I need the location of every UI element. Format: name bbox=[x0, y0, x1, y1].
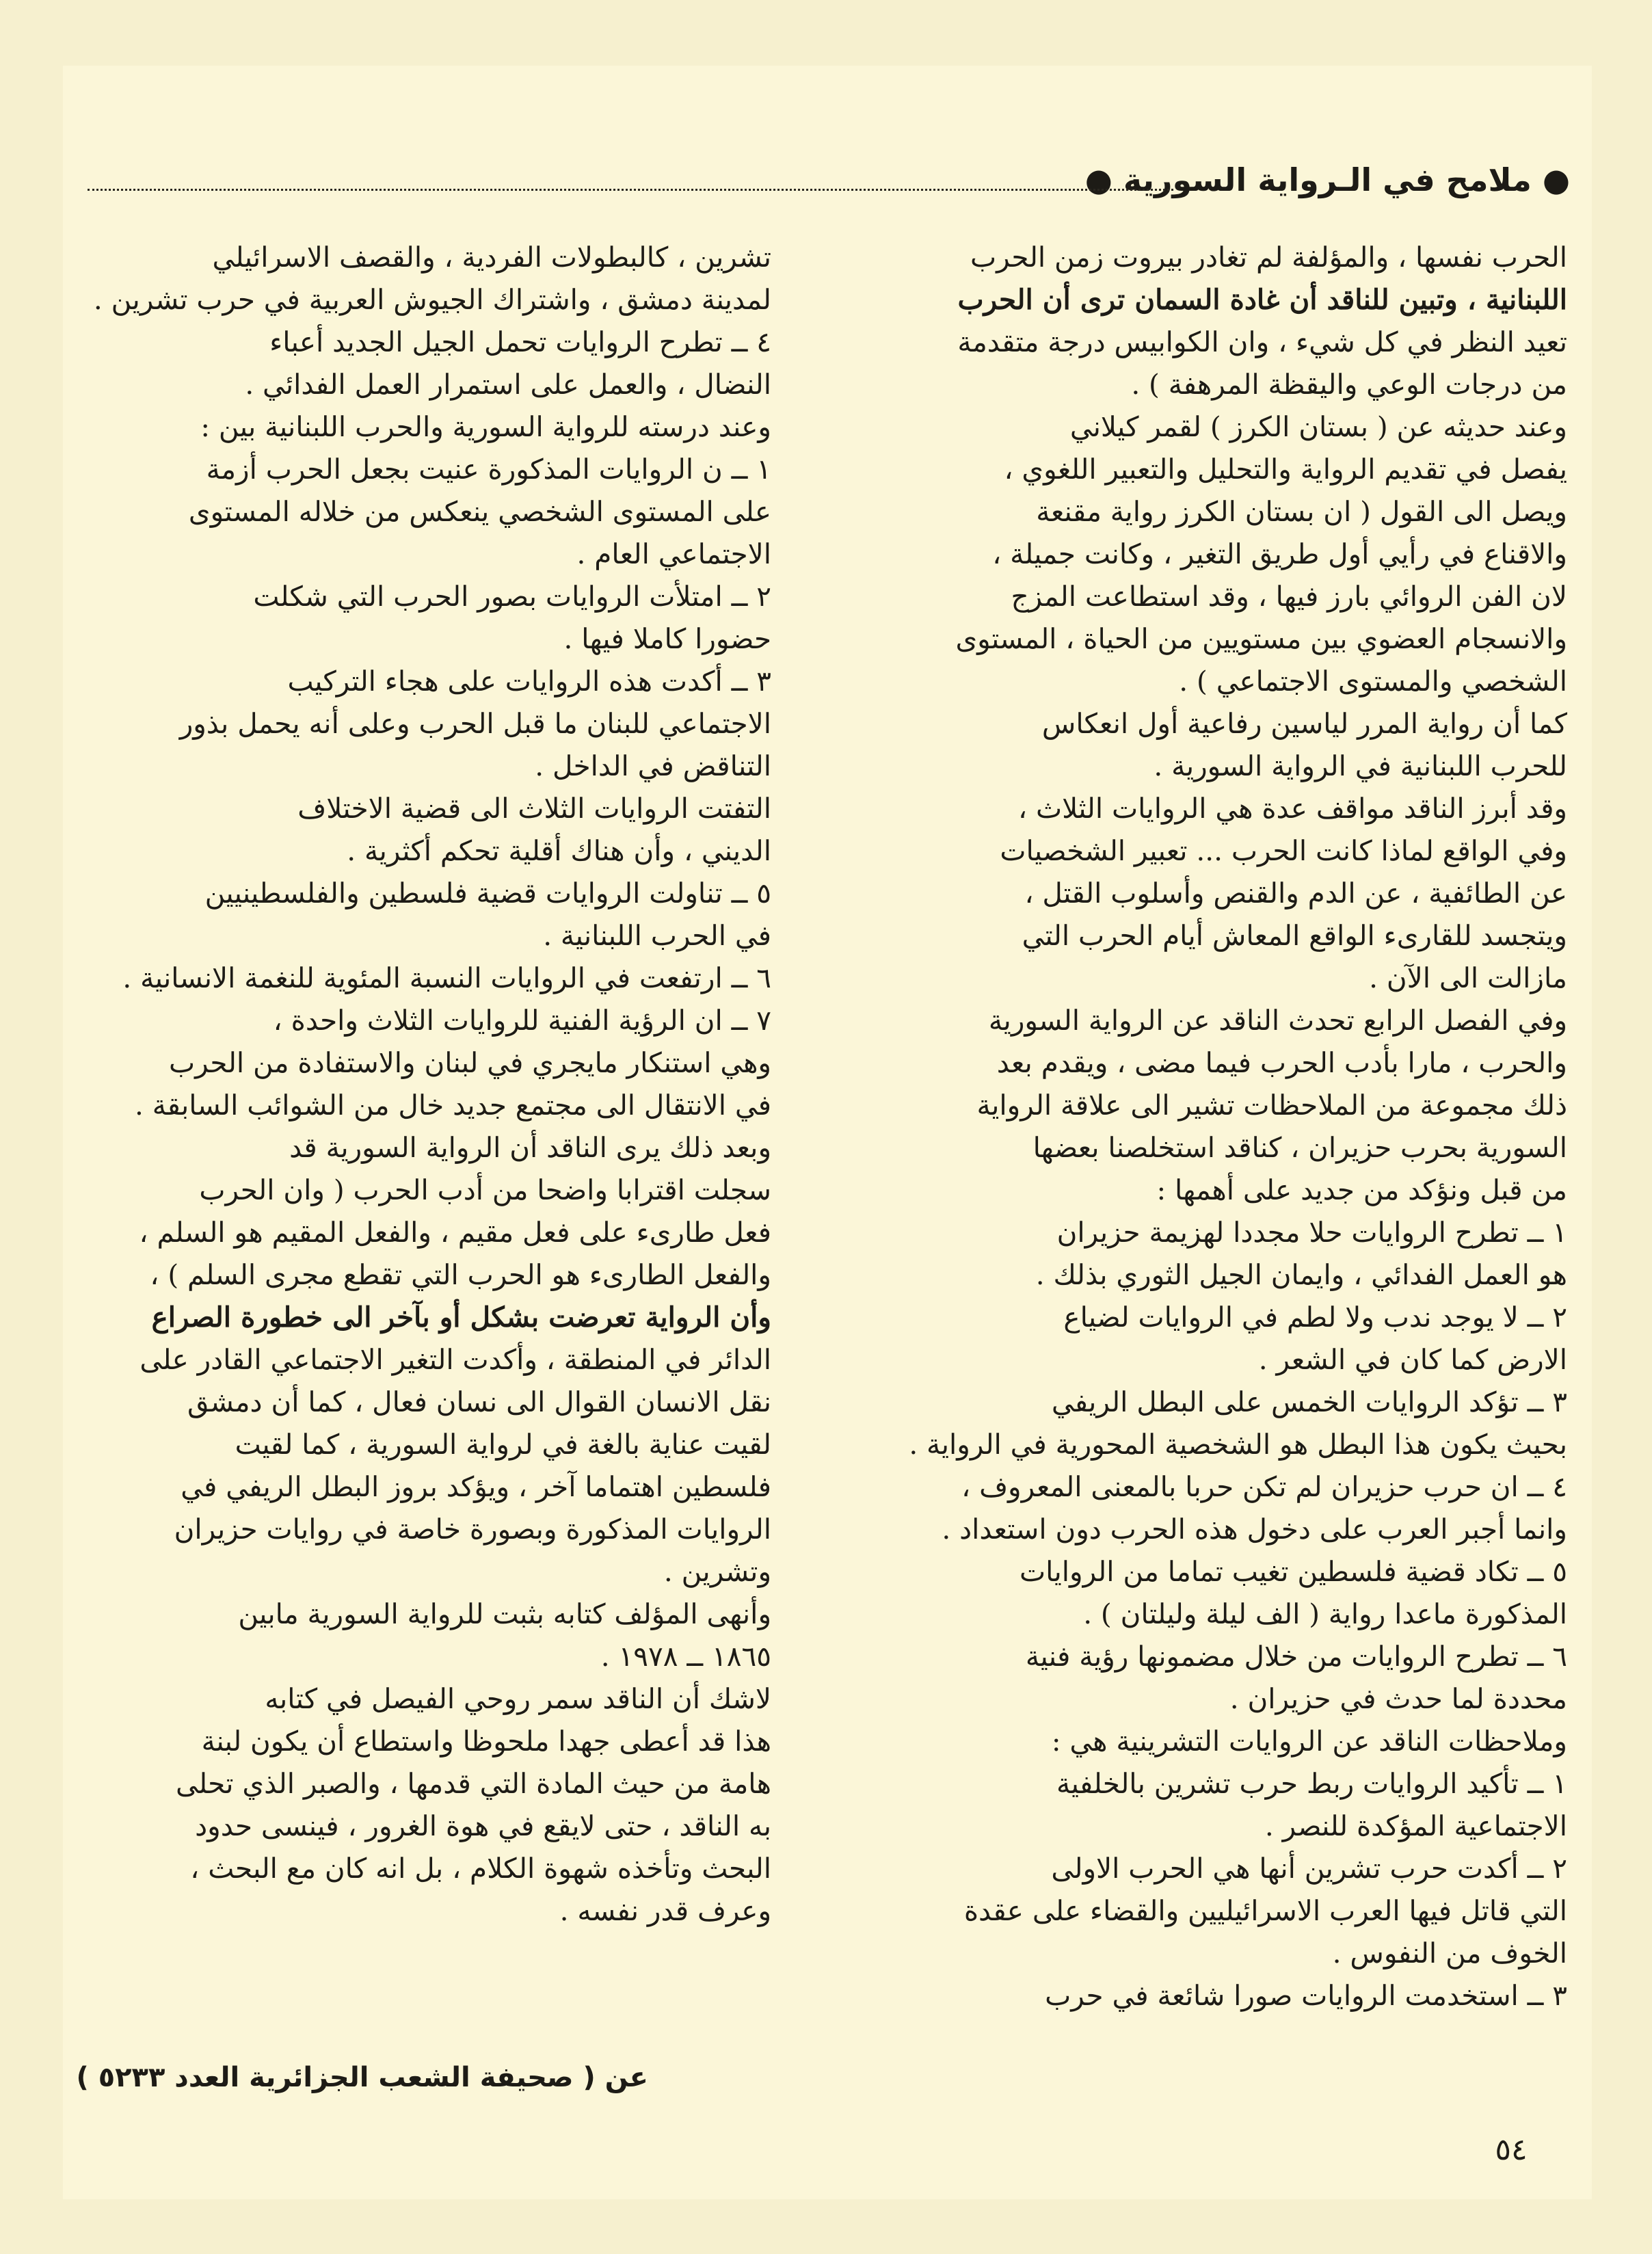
text-line: به الناقد ، حتى لايقع في هوة الغرور ، فينسى حدود bbox=[195, 1809, 771, 1842]
text-line: في الحرب اللبنانية . bbox=[543, 919, 771, 952]
text-line: الدائر في المنطقة ، وأكدت التغير الاجتماعي القادر على bbox=[139, 1343, 771, 1376]
text-line: المذكورة ماعدا رواية ( الف ليلة وليلتان ) . bbox=[1083, 1597, 1567, 1630]
text-line: ٢ ــ أكدت حرب تشرين أنها هي الحرب الاولى bbox=[1051, 1852, 1567, 1885]
text-line: بحيث يكون هذا البطل هو الشخصية المحورية في الرواية . bbox=[909, 1428, 1567, 1461]
text-line: التفتت الروايات الثلاث الى قضية الاختلاف bbox=[297, 792, 771, 825]
text-line: الاجتماعي العام . bbox=[576, 538, 771, 570]
text-line: والفعل الطارىء هو الحرب التي تقطع مجرى السلم ) ، bbox=[150, 1258, 771, 1291]
text-line: سجلت اقترابا واضحا من أدب الحرب ( وان الحرب bbox=[199, 1174, 771, 1206]
text-line: ١٨٦٥ ــ ١٩٧٨ . bbox=[600, 1640, 771, 1673]
text-line: وفي الفصل الرابع تحدث الناقد عن الرواية السورية bbox=[988, 1004, 1567, 1037]
section-title: ● ملامح في الـرواية السورية ● bbox=[1084, 161, 1570, 198]
text-line: وعرف قدر نفسه . bbox=[559, 1894, 771, 1927]
text-line: وعند حديثه عن ( بستان الكرز ) لقمر كيلاني bbox=[1069, 410, 1567, 443]
text-line: ٤ ــ ان حرب حزيران لم تكن حربا بالمعنى المعروف ، bbox=[961, 1470, 1567, 1503]
text-line: الاجتماعي للبنان ما قبل الحرب وعلى أنه يحمل بذور bbox=[179, 707, 771, 740]
text-line: نقل الانسان القوال الى نسان فعال ، كما أن دمشق bbox=[187, 1385, 771, 1418]
text-line: كما أن رواية المرر لياسين رفاعية أول انعكاس bbox=[1041, 707, 1567, 740]
text-line: الديني ، وأن هناك أقلية تحكم أكثرية . bbox=[347, 834, 771, 867]
text-line: وقد أبرز الناقد مواقف عدة هي الروايات الثلاث ، bbox=[1018, 792, 1567, 825]
text-line: فعل طارىء على فعل مقيم ، والفعل المقيم هو السلم ، bbox=[139, 1216, 771, 1249]
text-line: الحرب نفسها ، والمؤلفة لم تغادر بيروت زمن الحرب bbox=[970, 241, 1567, 274]
text-line: ٢ ــ لا يوجد ندب ولا لطم في الروايات لضياع bbox=[1063, 1301, 1567, 1334]
text-line: ٣ ــ استخدمت الروايات صورا شائعة في حرب bbox=[1045, 1979, 1567, 2012]
text-line: تشرين ، كالبطولات الفردية ، والقصف الاسرائيلي bbox=[212, 241, 771, 274]
text-line: على المستوى الشخصي ينعكس من خلاله المستوى bbox=[188, 495, 771, 528]
text-line: النضال ، والعمل على استمرار العمل الفدائي . bbox=[245, 368, 771, 401]
text-line: للحرب اللبنانية في الرواية السورية . bbox=[1154, 750, 1567, 782]
text-line: البحث وتأخذه شهوة الكلام ، بل انه كان مع البحث ، bbox=[190, 1852, 771, 1885]
text-line: الارض كما كان في الشعر . bbox=[1258, 1343, 1567, 1376]
text-line: ٦ ــ ارتفعت في الروايات النسبة المئوية للنغمة الانسانية . bbox=[122, 962, 771, 994]
running-header bbox=[88, 149, 1570, 211]
text-line: وأنهى المؤلف كتابه بثبت للرواية السورية مابين bbox=[238, 1597, 771, 1630]
text-line: ١ ــ ن الروايات المذكورة عنيت بجعل الحرب أزمة bbox=[206, 453, 771, 486]
text-line: لقيت عناية بالغة في لرواية السورية ، كما لقيت bbox=[235, 1428, 771, 1461]
text-line: هذا قد أعطى جهدا ملحوظا واستطاع أن يكون لبنة bbox=[201, 1725, 771, 1758]
text-line: الخوف من النفوس . bbox=[1332, 1937, 1567, 1970]
text-line: تعيد النظر في كل شيء ، وان الكوابيس درجة متقدمة bbox=[957, 326, 1567, 358]
text-line: وعند درسته للرواية السورية والحرب اللبنانية بين : bbox=[200, 410, 771, 443]
text-line: وملاحظات الناقد عن الروايات التشرينية هي : bbox=[1051, 1725, 1567, 1758]
text-line: هو العمل الفدائي ، وايمان الجيل الثوري بذلك . bbox=[1035, 1258, 1567, 1291]
text-line: الشخصي والمستوى الاجتماعي ) . bbox=[1179, 665, 1567, 698]
text-line: لان الفن الروائي بارز فيها ، وقد استطاعت المزج bbox=[1011, 580, 1567, 613]
text-line: وانما أجبر العرب على دخول هذه الحرب دون استعداد . bbox=[942, 1513, 1567, 1546]
text-line: ٥ ــ تناولت الروايات قضية فلسطين والفلسطينيين bbox=[204, 877, 771, 910]
text-line: ٧ ــ ان الرؤية الفنية للروايات الثلاث واحدة ، bbox=[273, 1004, 771, 1037]
text-line: لاشك أن الناقد سمر روحي الفيصل في كتابه bbox=[265, 1682, 771, 1715]
text-line: وبعد ذلك يرى الناقد أن الرواية السورية قد bbox=[289, 1131, 771, 1164]
text-line: ١ ــ تطرح الروايات حلا مجددا لهزيمة حزيران bbox=[1056, 1216, 1567, 1249]
text-line: ١ ــ تأكيد الروايات ربط حرب تشرين بالخلفية bbox=[1056, 1767, 1567, 1800]
text-line: ٦ ــ تطرح الروايات من خلال مضمونها رؤية فنية bbox=[1025, 1640, 1567, 1673]
source-citation: عن ( صحيفة الشعب الجزائرية العدد ٥٢٣٣ ) bbox=[76, 2062, 648, 2093]
text-line: حضورا كاملا فيها . bbox=[563, 622, 771, 655]
text-line: التي قاتل فيها العرب الاسرائيليين والقضاء على عقدة bbox=[963, 1894, 1567, 1927]
text-line: والحرب ، مارا بأدب الحرب فيما مضى ، ويقدم بعد bbox=[996, 1046, 1567, 1079]
text-line: محددة لما حدث في حزيران . bbox=[1229, 1682, 1567, 1715]
page-number: ٥٤ bbox=[1495, 2132, 1528, 2167]
text-line: هامة من حيث المادة التي قدمها ، والصبر الذي تحلى bbox=[175, 1767, 771, 1800]
text-line: ٤ ــ تطرح الروايات تحمل الجيل الجديد أعباء bbox=[269, 326, 771, 358]
text-line: وأن الرواية تعرضت بشكل أو بآخر الى خطورة الصراع bbox=[151, 1301, 771, 1334]
text-line: ويتجسد للقارىء الواقع المعاش أيام الحرب التي bbox=[1022, 919, 1567, 952]
text-line: عن الطائفية ، عن الدم والقنص وأسلوب القتل ، bbox=[1024, 877, 1567, 910]
text-line: في الانتقال الى مجتمع جديد خال من الشوائب السابقة . bbox=[135, 1089, 771, 1122]
text-line: والاقناع في رأيي أول طريق التغير ، وكانت جميلة ، bbox=[992, 538, 1567, 570]
text-line: التناقض في الداخل . bbox=[535, 750, 771, 782]
text-line: ٣ ــ أكدت هذه الروايات على هجاء التركيب bbox=[287, 665, 771, 698]
text-line: من قبل ونؤكد من جديد على أهمها : bbox=[1156, 1174, 1567, 1206]
text-line: وتشرين . bbox=[663, 1555, 771, 1588]
right-column bbox=[883, 236, 1567, 2082]
text-line: ٣ ــ تؤكد الروايات الخمس على البطل الريفي bbox=[1051, 1385, 1567, 1418]
left-column bbox=[76, 236, 771, 2096]
text-line: ذلك مجموعة من الملاحظات تشير الى علاقة الرواية bbox=[976, 1089, 1567, 1122]
text-line: الاجتماعية المؤكدة للنصر . bbox=[1264, 1809, 1567, 1842]
text-line: السورية بحرب حزيران ، كناقد استخلصنا بعضها bbox=[1032, 1131, 1567, 1164]
text-line: والانسجام العضوي بين مستويين من الحياة ، المستوى bbox=[955, 622, 1567, 655]
text-line: ٥ ــ تكاد قضية فلسطين تغيب تماما من الروايات bbox=[1020, 1555, 1567, 1588]
text-line: وهي استنكار مايجري في لبنان والاستفادة من الحرب bbox=[168, 1046, 771, 1079]
dotted-rule bbox=[88, 189, 1173, 191]
text-line: وفي الواقع لماذا كانت الحرب ... تعبير الشخصيات bbox=[1000, 834, 1567, 867]
text-line: فلسطين اهتماما آخر ، ويؤكد بروز البطل الريفي في bbox=[181, 1470, 771, 1503]
text-line: ٢ ــ امتلأت الروايات بصور الحرب التي شكلت bbox=[253, 580, 771, 613]
text-line: الروايات المذكورة وبصورة خاصة في روايات حزيران bbox=[174, 1513, 771, 1546]
text-line: ويصل الى القول ( ان بستان الكرز رواية مقنعة bbox=[1036, 495, 1567, 528]
text-line: من درجات الوعي واليقظة المرهفة ) . bbox=[1131, 368, 1567, 401]
text-line: يفصل في تقديم الرواية والتحليل والتعبير اللغوي ، bbox=[1004, 453, 1567, 486]
text-line: لمدينة دمشق ، واشتراك الجيوش العربية في حرب تشرين . bbox=[93, 283, 771, 316]
text-line: اللبنانية ، وتبين للناقد أن غادة السمان ترى أن الحرب bbox=[957, 283, 1567, 316]
text-line: مازالت الى الآن . bbox=[1369, 962, 1567, 994]
